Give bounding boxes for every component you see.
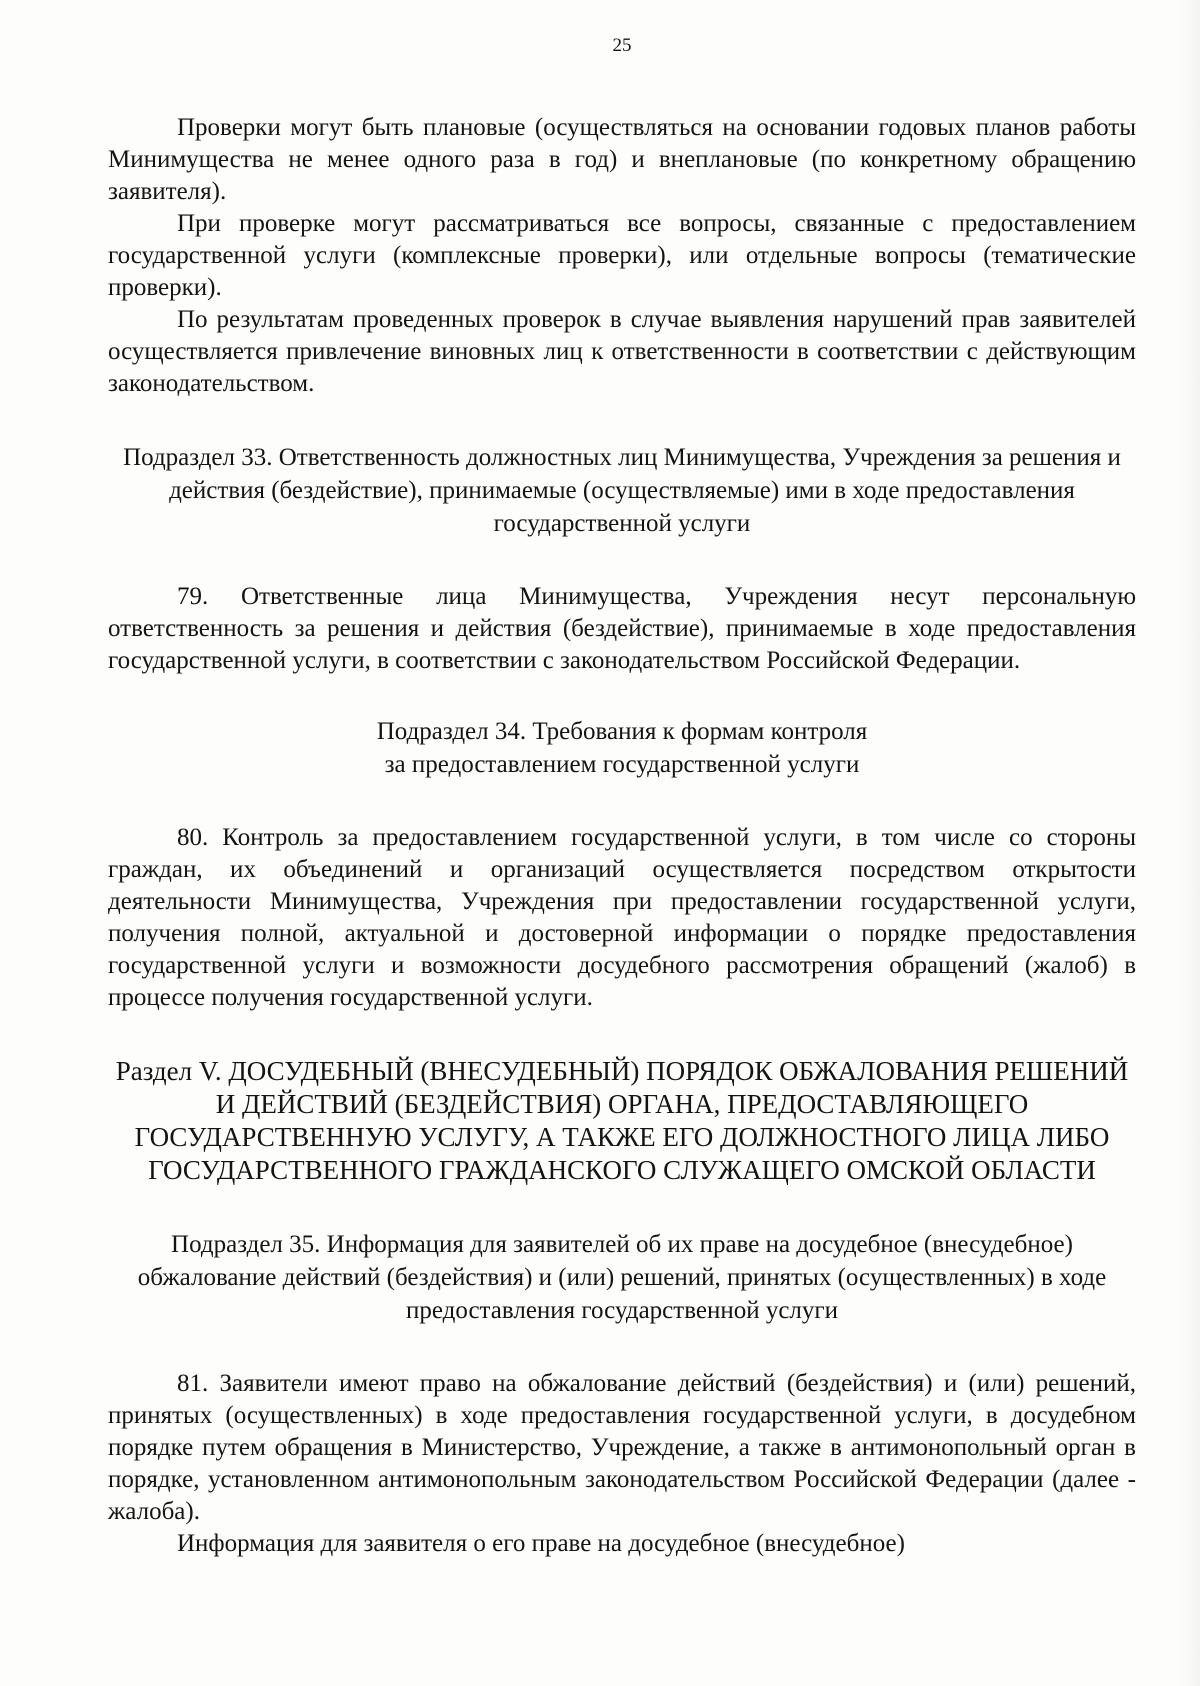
spacer xyxy=(108,400,1136,441)
subsection-33-heading: Подраздел 33. Ответственность должностных лиц Минимущества, Учреждения за решения и действия (бездействие), принимаемые (осуществляемые) ими в ходе предоставления государственной услуги xyxy=(123,444,1121,537)
subsection-34-heading-line1: Подраздел 34. Требования к формам контроля xyxy=(376,718,868,745)
page-number: 25 xyxy=(612,35,632,56)
spacer xyxy=(108,677,1136,715)
paragraph-inspection-results: По результатам проведенных проверок в случае выявления нарушений прав заявителей осуществляется привлечение виновных лиц к ответственности в соответствии с действующим законодательством. xyxy=(108,306,1136,397)
spacer xyxy=(108,1187,1136,1228)
paragraph-79: 79. Ответственные лица Минимущества, Учреждения несут персональную ответственность за решения и действия (бездействие), принимаемые в ходе предоставления государственной услуги, в соответствии с законодательством Российской Федерации. xyxy=(108,583,1136,674)
paragraph-inspection-scope: При проверке могут рассматриваться все вопросы, связанные с предоставлением государственной услуги (комплексные проверки), или отдельные вопросы (тематические проверки). xyxy=(108,210,1136,301)
paragraph-80: 80. Контроль за предоставлением государственной услуги, в том числе со стороны граждан, их объединений и организаций осуществляется посредством открытости деятельности Минимущества, Учреждения при предоставлении государственной услуги, получения полной, актуальной и достоверной информации о порядке предоставления государственной услуги и возможности досудебного рассмотрения обращений (жалоб) в процессе получения государственной услуги. xyxy=(108,824,1136,1011)
subsection-34-heading-line2: за предоставлением государственной услуги xyxy=(384,751,860,778)
paragraph-right-information: Информация для заявителя о его праве на досудебное (внесудебное) xyxy=(177,1530,905,1557)
paragraph-81: 81. Заявители имеют право на обжалование действий (бездействия) и (или) решений, принятых (осуществленных) в ходе предоставления государственной услуги, в досудебном порядке путем обращения в Министерство, Учреждение, а также в антимонопольный орган в порядке, установленном антимонопольным законодательством Российской Федерации (далее - жалоба). xyxy=(108,1370,1136,1525)
spacer xyxy=(108,540,1136,581)
spacer xyxy=(108,781,1136,822)
subsection-35-heading: Подраздел 35. Информация для заявителей об их праве на досудебное (внесудебное) обжалование действий (бездействия) и (или) решений, принятых (осуществленных) в ходе предоставления государственной услуги xyxy=(137,1231,1107,1324)
subsection-34-heading xyxy=(108,715,1136,781)
paragraph-inspections-types: Проверки могут быть плановые (осуществляться на основании годовых планов работы Минимущества не менее одного раза в год) и внеплановые (по конкретному обращению заявителя). xyxy=(108,114,1136,205)
spacer xyxy=(108,1014,1136,1055)
spacer xyxy=(108,1327,1136,1368)
section-5-heading: Раздел V. ДОСУДЕБНЫЙ (ВНЕСУДЕБНЫЙ) ПОРЯДОК ОБЖАЛОВАНИЯ РЕШЕНИЙ И ДЕЙСТВИЙ (БЕЗДЕЙСТВИЯ) ОРГАНА, ПРЕДОСТАВЛЯЮЩЕГО ГОСУДАРСТВЕННУЮ УСЛУГУ, А ТАКЖЕ ЕГО ДОЛЖНОСТНОГО ЛИЦА ЛИБО ГОСУДАРСТВЕННОГО ГРАЖДАНСКОГО СЛУЖАЩЕГО ОМСКОЙ ОБЛАСТИ xyxy=(115,1056,1129,1185)
page-edge-shadow xyxy=(1178,0,1200,1686)
